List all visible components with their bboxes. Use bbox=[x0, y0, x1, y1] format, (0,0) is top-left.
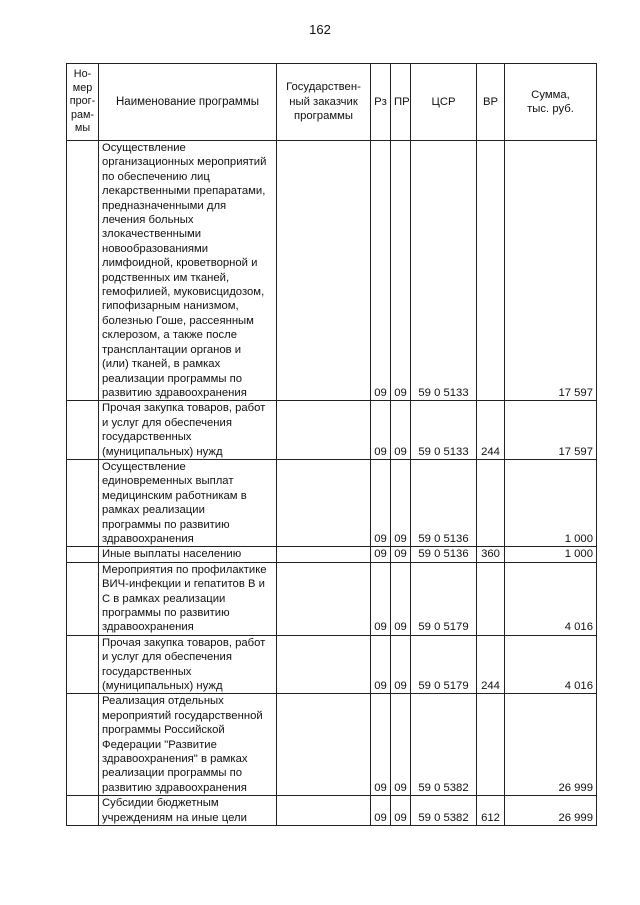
cell-csr: 59 0 5382 bbox=[411, 694, 477, 796]
header-state-customer: Государствен- ный заказчик программы bbox=[277, 64, 371, 141]
table-row bbox=[67, 547, 597, 562]
cell-rz: 09 bbox=[371, 796, 391, 826]
cell-sum: 1 000 bbox=[505, 547, 597, 562]
header-csr: ЦСР bbox=[411, 64, 477, 141]
cell-program-name: Мероприятия по профилактике ВИЧ-инфекции и гепатитов В и С в рамках реализации программы по развитию здравоохранения bbox=[99, 562, 277, 635]
table-row bbox=[67, 635, 597, 694]
cell-program-name: Субсидии бюджетным учреждениям на иные цели bbox=[99, 796, 277, 826]
cell-csr: 59 0 5382 bbox=[411, 796, 477, 826]
cell-csr: 59 0 5133 bbox=[411, 141, 477, 401]
cell-program-number bbox=[67, 141, 99, 401]
cell-program-number bbox=[67, 635, 99, 694]
cell-rz: 09 bbox=[371, 547, 391, 562]
cell-pr: 09 bbox=[391, 547, 411, 562]
cell-rz: 09 bbox=[371, 459, 391, 546]
budget-program-table bbox=[66, 63, 597, 826]
cell-vr bbox=[477, 141, 505, 401]
cell-csr: 59 0 5133 bbox=[411, 401, 477, 460]
cell-csr: 59 0 5136 bbox=[411, 547, 477, 562]
table-header-row bbox=[67, 64, 597, 141]
cell-vr: 244 bbox=[477, 401, 505, 460]
cell-vr bbox=[477, 694, 505, 796]
cell-state-customer bbox=[277, 562, 371, 635]
cell-program-name: Прочая закупка товаров, работ и услуг для обеспечения государственных (муниципальных) нужд bbox=[99, 635, 277, 694]
table-row bbox=[67, 401, 597, 460]
cell-state-customer bbox=[277, 459, 371, 546]
cell-state-customer bbox=[277, 796, 371, 826]
cell-state-customer bbox=[277, 401, 371, 460]
header-sum: Сумма, тыс. руб. bbox=[505, 64, 597, 141]
cell-program-name: Осуществление организационных мероприятий по обеспечению лиц лекарственными препаратами, предназначенными для лечения больных злокачественными новообразованиями лимфоидной, кроветворной и родственных им тканей, гемофилией, муковисцидозом, гипофизарным нанизмом, болезнью Гоше, рассеянным склерозом, а также после трансплантации органов и (или) тканей, в рамках реализации программы по развитию здравоохранения bbox=[99, 141, 277, 401]
cell-sum: 26 999 bbox=[505, 796, 597, 826]
header-program-name: Наименование программы bbox=[99, 64, 277, 141]
cell-state-customer bbox=[277, 141, 371, 401]
cell-state-customer bbox=[277, 547, 371, 562]
table-body bbox=[67, 141, 597, 826]
header-program-number: Но- мер прог- рам- мы bbox=[67, 64, 99, 141]
cell-state-customer bbox=[277, 635, 371, 694]
table-row bbox=[67, 459, 597, 546]
cell-rz: 09 bbox=[371, 694, 391, 796]
cell-rz: 09 bbox=[371, 141, 391, 401]
header-vr: ВР bbox=[477, 64, 505, 141]
cell-program-number bbox=[67, 796, 99, 826]
cell-vr: 244 bbox=[477, 635, 505, 694]
cell-pr: 09 bbox=[391, 796, 411, 826]
cell-csr: 59 0 5136 bbox=[411, 459, 477, 546]
table-row bbox=[67, 694, 597, 796]
cell-rz: 09 bbox=[371, 635, 391, 694]
cell-pr: 09 bbox=[391, 459, 411, 546]
cell-pr: 09 bbox=[391, 562, 411, 635]
header-pr: ПР bbox=[391, 64, 411, 141]
table-row bbox=[67, 141, 597, 401]
page-number: 162 bbox=[309, 22, 331, 37]
cell-vr: 612 bbox=[477, 796, 505, 826]
cell-pr: 09 bbox=[391, 635, 411, 694]
cell-sum: 17 597 bbox=[505, 401, 597, 460]
cell-sum: 17 597 bbox=[505, 141, 597, 401]
cell-csr: 59 0 5179 bbox=[411, 562, 477, 635]
cell-vr: 360 bbox=[477, 547, 505, 562]
cell-program-number bbox=[67, 459, 99, 546]
cell-state-customer bbox=[277, 694, 371, 796]
cell-program-name: Прочая закупка товаров, работ и услуг для обеспечения государственных (муниципальных) нужд bbox=[99, 401, 277, 460]
table-row bbox=[67, 796, 597, 826]
cell-program-number bbox=[67, 694, 99, 796]
cell-pr: 09 bbox=[391, 141, 411, 401]
table-row bbox=[67, 562, 597, 635]
cell-program-name: Реализация отдельных мероприятий государственной программы Российской Федерации "Развитие здравоохранения" в рамках реализации программы по развитию здравоохранения bbox=[99, 694, 277, 796]
cell-sum: 26 999 bbox=[505, 694, 597, 796]
cell-vr bbox=[477, 459, 505, 546]
cell-csr: 59 0 5179 bbox=[411, 635, 477, 694]
cell-pr: 09 bbox=[391, 401, 411, 460]
cell-sum: 1 000 bbox=[505, 459, 597, 546]
header-rz: Рз bbox=[371, 64, 391, 141]
cell-rz: 09 bbox=[371, 562, 391, 635]
cell-program-number bbox=[67, 562, 99, 635]
cell-program-number bbox=[67, 547, 99, 562]
cell-rz: 09 bbox=[371, 401, 391, 460]
cell-program-name: Иные выплаты населению bbox=[99, 547, 277, 562]
cell-program-number bbox=[67, 401, 99, 460]
cell-pr: 09 bbox=[391, 694, 411, 796]
cell-program-name: Осуществление единовременных выплат медицинским работникам в рамках реализации программы по развитию здравоохранения bbox=[99, 459, 277, 546]
cell-sum: 4 016 bbox=[505, 562, 597, 635]
cell-sum: 4 016 bbox=[505, 635, 597, 694]
cell-vr bbox=[477, 562, 505, 635]
